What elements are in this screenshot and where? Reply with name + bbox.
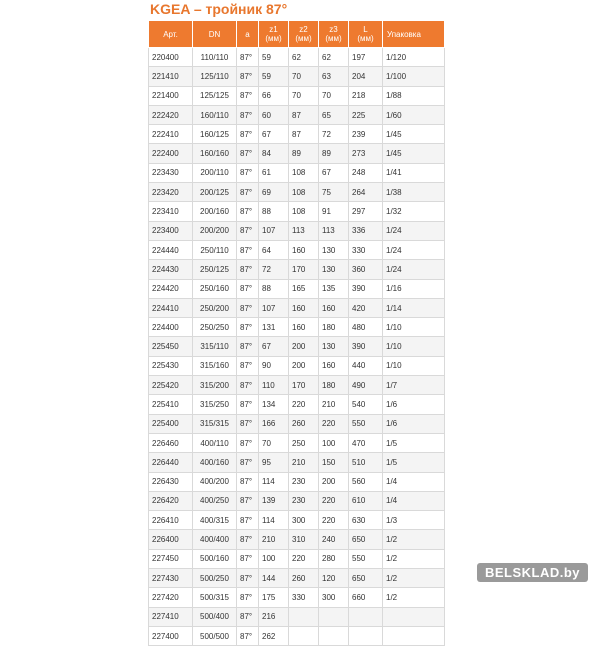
cell-pack: 1/88 — [383, 86, 445, 105]
cell-pack: 1/120 — [383, 48, 445, 67]
cell-dn: 160/160 — [193, 144, 237, 163]
cell-pack: 1/24 — [383, 240, 445, 259]
table-row — [149, 202, 445, 221]
cell-l: 239 — [349, 125, 383, 144]
cell-l: 490 — [349, 376, 383, 395]
cell-z2 — [289, 607, 319, 626]
cell-l: 420 — [349, 298, 383, 317]
cell-angle: 87° — [237, 356, 259, 375]
table-row — [149, 530, 445, 549]
cell-angle: 87° — [237, 202, 259, 221]
cell-l: 336 — [349, 221, 383, 240]
cell-dn: 110/110 — [193, 48, 237, 67]
cell-pack: 1/32 — [383, 202, 445, 221]
cell-art: 227430 — [149, 569, 193, 588]
watermark-logo: BELSKLAD.by — [477, 563, 588, 582]
cell-art: 225450 — [149, 337, 193, 356]
cell-l: 630 — [349, 511, 383, 530]
header-l: L (мм) — [349, 21, 383, 48]
table-row — [149, 453, 445, 472]
cell-pack: 1/2 — [383, 588, 445, 607]
cell-art: 226400 — [149, 530, 193, 549]
table-row — [149, 395, 445, 414]
cell-z1: 107 — [259, 221, 289, 240]
page-title: KGEA – тройник 87° — [150, 1, 288, 17]
cell-angle: 87° — [237, 511, 259, 530]
cell-dn: 250/125 — [193, 260, 237, 279]
cell-angle: 87° — [237, 376, 259, 395]
header-z2: z2 (мм) — [289, 21, 319, 48]
cell-z3: 180 — [319, 318, 349, 337]
cell-dn: 160/110 — [193, 105, 237, 124]
cell-dn: 400/200 — [193, 472, 237, 491]
cell-z1: 107 — [259, 298, 289, 317]
cell-z1: 61 — [259, 163, 289, 182]
cell-dn: 500/500 — [193, 626, 237, 645]
cell-dn: 200/200 — [193, 221, 237, 240]
table-row — [149, 221, 445, 240]
table-row — [149, 298, 445, 317]
cell-z3: 220 — [319, 511, 349, 530]
cell-angle: 87° — [237, 125, 259, 144]
cell-z1: 67 — [259, 125, 289, 144]
header-z1: z1 (мм) — [259, 21, 289, 48]
cell-pack: 1/14 — [383, 298, 445, 317]
cell-z3: 130 — [319, 260, 349, 279]
cell-dn: 500/250 — [193, 569, 237, 588]
cell-angle: 87° — [237, 433, 259, 452]
cell-dn: 400/250 — [193, 491, 237, 510]
cell-pack: 1/24 — [383, 260, 445, 279]
table-row — [149, 318, 445, 337]
cell-art: 226460 — [149, 433, 193, 452]
cell-z1: 131 — [259, 318, 289, 337]
cell-z2: 330 — [289, 588, 319, 607]
cell-angle: 87° — [237, 414, 259, 433]
cell-z2: 87 — [289, 105, 319, 124]
cell-z2: 200 — [289, 337, 319, 356]
cell-dn: 315/200 — [193, 376, 237, 395]
cell-z3: 150 — [319, 453, 349, 472]
cell-pack: 1/3 — [383, 511, 445, 530]
cell-art: 223430 — [149, 163, 193, 182]
cell-z1: 144 — [259, 569, 289, 588]
cell-l: 360 — [349, 260, 383, 279]
cell-art: 221410 — [149, 67, 193, 86]
cell-art: 224400 — [149, 318, 193, 337]
cell-art: 227450 — [149, 549, 193, 568]
cell-angle: 87° — [237, 337, 259, 356]
cell-z2: 70 — [289, 67, 319, 86]
cell-l: 610 — [349, 491, 383, 510]
cell-z2: 160 — [289, 298, 319, 317]
table-row — [149, 607, 445, 626]
cell-z3: 75 — [319, 183, 349, 202]
cell-z3: 65 — [319, 105, 349, 124]
cell-l: 390 — [349, 337, 383, 356]
cell-dn: 315/160 — [193, 356, 237, 375]
cell-z3: 113 — [319, 221, 349, 240]
table-row — [149, 491, 445, 510]
cell-pack: 1/60 — [383, 105, 445, 124]
cell-z1: 59 — [259, 67, 289, 86]
cell-pack: 1/2 — [383, 569, 445, 588]
cell-pack — [383, 626, 445, 645]
cell-dn: 400/400 — [193, 530, 237, 549]
cell-angle: 87° — [237, 67, 259, 86]
cell-l: 470 — [349, 433, 383, 452]
cell-pack: 1/6 — [383, 414, 445, 433]
cell-dn: 125/125 — [193, 86, 237, 105]
header-dn: DN — [193, 21, 237, 48]
cell-z2: 108 — [289, 202, 319, 221]
cell-l: 390 — [349, 279, 383, 298]
table-row — [149, 163, 445, 182]
cell-pack: 1/10 — [383, 318, 445, 337]
cell-angle: 87° — [237, 491, 259, 510]
cell-z1: 72 — [259, 260, 289, 279]
cell-l: 510 — [349, 453, 383, 472]
cell-z1: 67 — [259, 337, 289, 356]
cell-z1: 88 — [259, 202, 289, 221]
cell-pack: 1/10 — [383, 337, 445, 356]
cell-z3: 89 — [319, 144, 349, 163]
cell-dn: 500/160 — [193, 549, 237, 568]
cell-pack: 1/38 — [383, 183, 445, 202]
cell-dn: 315/250 — [193, 395, 237, 414]
cell-z3: 67 — [319, 163, 349, 182]
cell-z2: 210 — [289, 453, 319, 472]
cell-l: 204 — [349, 67, 383, 86]
cell-z2: 220 — [289, 395, 319, 414]
cell-l: 297 — [349, 202, 383, 221]
header-z3: z3 (мм) — [319, 21, 349, 48]
cell-z2: 200 — [289, 356, 319, 375]
table-row — [149, 569, 445, 588]
cell-l: 550 — [349, 549, 383, 568]
cell-z3: 160 — [319, 356, 349, 375]
cell-z2: 165 — [289, 279, 319, 298]
cell-z2: 230 — [289, 491, 319, 510]
cell-pack: 1/7 — [383, 376, 445, 395]
cell-z2: 160 — [289, 318, 319, 337]
cell-art: 226430 — [149, 472, 193, 491]
cell-art: 221400 — [149, 86, 193, 105]
cell-l: 264 — [349, 183, 383, 202]
table-row — [149, 260, 445, 279]
cell-z2: 108 — [289, 183, 319, 202]
cell-angle: 87° — [237, 221, 259, 240]
table-row — [149, 588, 445, 607]
cell-z3: 160 — [319, 298, 349, 317]
cell-z2: 70 — [289, 86, 319, 105]
table-row — [149, 240, 445, 259]
cell-z1: 134 — [259, 395, 289, 414]
table-row — [149, 433, 445, 452]
cell-art: 224410 — [149, 298, 193, 317]
cell-art: 222400 — [149, 144, 193, 163]
cell-angle: 87° — [237, 588, 259, 607]
cell-art: 226410 — [149, 511, 193, 530]
cell-art: 227410 — [149, 607, 193, 626]
cell-art: 225410 — [149, 395, 193, 414]
cell-dn: 400/160 — [193, 453, 237, 472]
cell-z2: 160 — [289, 240, 319, 259]
cell-l: 330 — [349, 240, 383, 259]
cell-art: 223400 — [149, 221, 193, 240]
cell-z1: 100 — [259, 549, 289, 568]
cell-z3: 72 — [319, 125, 349, 144]
cell-art: 223420 — [149, 183, 193, 202]
cell-dn: 500/400 — [193, 607, 237, 626]
cell-dn: 250/200 — [193, 298, 237, 317]
cell-angle: 87° — [237, 318, 259, 337]
cell-z2 — [289, 626, 319, 645]
cell-l: 560 — [349, 472, 383, 491]
cell-z3: 300 — [319, 588, 349, 607]
cell-dn: 400/110 — [193, 433, 237, 452]
cell-dn: 400/315 — [193, 511, 237, 530]
cell-pack: 1/45 — [383, 125, 445, 144]
cell-z2: 108 — [289, 163, 319, 182]
cell-art: 226420 — [149, 491, 193, 510]
cell-dn: 160/125 — [193, 125, 237, 144]
cell-angle: 87° — [237, 626, 259, 645]
cell-dn: 200/160 — [193, 202, 237, 221]
cell-angle: 87° — [237, 530, 259, 549]
table-row — [149, 279, 445, 298]
cell-dn: 500/315 — [193, 588, 237, 607]
cell-z1: 90 — [259, 356, 289, 375]
cell-angle: 87° — [237, 163, 259, 182]
cell-pack — [383, 607, 445, 626]
cell-art: 227420 — [149, 588, 193, 607]
cell-pack: 1/2 — [383, 549, 445, 568]
cell-dn: 315/315 — [193, 414, 237, 433]
cell-art: 225420 — [149, 376, 193, 395]
cell-z3: 63 — [319, 67, 349, 86]
cell-z1: 175 — [259, 588, 289, 607]
table-row — [149, 414, 445, 433]
cell-z2: 113 — [289, 221, 319, 240]
cell-z3: 220 — [319, 491, 349, 510]
cell-z1: 70 — [259, 433, 289, 452]
cell-angle: 87° — [237, 472, 259, 491]
cell-pack: 1/4 — [383, 491, 445, 510]
cell-z3: 120 — [319, 569, 349, 588]
cell-z1: 110 — [259, 376, 289, 395]
cell-z3: 130 — [319, 337, 349, 356]
cell-art: 224440 — [149, 240, 193, 259]
cell-dn: 315/110 — [193, 337, 237, 356]
cell-z1: 262 — [259, 626, 289, 645]
cell-z3: 130 — [319, 240, 349, 259]
cell-z1: 66 — [259, 86, 289, 105]
cell-pack: 1/5 — [383, 453, 445, 472]
table-row — [149, 356, 445, 375]
cell-z2: 250 — [289, 433, 319, 452]
cell-angle: 87° — [237, 86, 259, 105]
cell-angle: 87° — [237, 279, 259, 298]
cell-pack: 1/41 — [383, 163, 445, 182]
cell-l: 248 — [349, 163, 383, 182]
cell-z2: 62 — [289, 48, 319, 67]
cell-angle: 87° — [237, 240, 259, 259]
cell-z2: 170 — [289, 260, 319, 279]
table-row — [149, 376, 445, 395]
cell-art: 222410 — [149, 125, 193, 144]
table-body — [149, 48, 445, 646]
spec-table — [148, 20, 445, 646]
cell-dn: 250/110 — [193, 240, 237, 259]
cell-z3: 200 — [319, 472, 349, 491]
cell-art: 226440 — [149, 453, 193, 472]
cell-l: 650 — [349, 530, 383, 549]
cell-z2: 300 — [289, 511, 319, 530]
cell-z1: 114 — [259, 472, 289, 491]
cell-z1: 139 — [259, 491, 289, 510]
cell-art: 224430 — [149, 260, 193, 279]
table-header-row — [149, 21, 445, 48]
cell-pack: 1/2 — [383, 530, 445, 549]
cell-l: 218 — [349, 86, 383, 105]
cell-dn: 200/125 — [193, 183, 237, 202]
cell-art: 224420 — [149, 279, 193, 298]
cell-z1: 59 — [259, 48, 289, 67]
cell-pack: 1/24 — [383, 221, 445, 240]
cell-l: 660 — [349, 588, 383, 607]
table-row — [149, 144, 445, 163]
cell-dn: 250/250 — [193, 318, 237, 337]
cell-angle: 87° — [237, 48, 259, 67]
cell-pack: 1/5 — [383, 433, 445, 452]
cell-z1: 69 — [259, 183, 289, 202]
cell-pack: 1/16 — [383, 279, 445, 298]
cell-dn: 200/110 — [193, 163, 237, 182]
cell-z1: 210 — [259, 530, 289, 549]
cell-art: 222420 — [149, 105, 193, 124]
table-row — [149, 105, 445, 124]
cell-z2: 87 — [289, 125, 319, 144]
cell-z3: 220 — [319, 414, 349, 433]
cell-z2: 310 — [289, 530, 319, 549]
table-row — [149, 626, 445, 645]
cell-angle: 87° — [237, 260, 259, 279]
cell-z2: 230 — [289, 472, 319, 491]
cell-z3: 100 — [319, 433, 349, 452]
cell-l — [349, 607, 383, 626]
cell-angle: 87° — [237, 105, 259, 124]
header-art: Арт. — [149, 21, 193, 48]
cell-z3 — [319, 607, 349, 626]
cell-z3: 62 — [319, 48, 349, 67]
cell-z3: 240 — [319, 530, 349, 549]
cell-z1: 88 — [259, 279, 289, 298]
cell-l: 480 — [349, 318, 383, 337]
cell-z1: 95 — [259, 453, 289, 472]
cell-pack: 1/6 — [383, 395, 445, 414]
cell-l: 197 — [349, 48, 383, 67]
cell-angle: 87° — [237, 183, 259, 202]
cell-angle: 87° — [237, 569, 259, 588]
cell-z3: 91 — [319, 202, 349, 221]
cell-angle: 87° — [237, 144, 259, 163]
table-row — [149, 183, 445, 202]
cell-z3: 180 — [319, 376, 349, 395]
cell-z1: 84 — [259, 144, 289, 163]
table-row — [149, 67, 445, 86]
cell-z1: 64 — [259, 240, 289, 259]
table-row — [149, 337, 445, 356]
cell-art: 227400 — [149, 626, 193, 645]
cell-dn: 125/110 — [193, 67, 237, 86]
table-row — [149, 472, 445, 491]
table-row — [149, 86, 445, 105]
cell-z1: 60 — [259, 105, 289, 124]
table-row — [149, 511, 445, 530]
cell-z3: 280 — [319, 549, 349, 568]
cell-z3: 210 — [319, 395, 349, 414]
cell-pack: 1/45 — [383, 144, 445, 163]
cell-l: 540 — [349, 395, 383, 414]
cell-l: 440 — [349, 356, 383, 375]
cell-angle: 87° — [237, 607, 259, 626]
cell-l: 550 — [349, 414, 383, 433]
cell-z1: 114 — [259, 511, 289, 530]
cell-pack: 1/4 — [383, 472, 445, 491]
cell-angle: 87° — [237, 549, 259, 568]
cell-art: 220400 — [149, 48, 193, 67]
cell-z2: 89 — [289, 144, 319, 163]
cell-z2: 260 — [289, 414, 319, 433]
header-angle: a — [237, 21, 259, 48]
cell-z2: 220 — [289, 549, 319, 568]
cell-angle: 87° — [237, 453, 259, 472]
cell-art: 223410 — [149, 202, 193, 221]
cell-z3 — [319, 626, 349, 645]
cell-z2: 170 — [289, 376, 319, 395]
cell-z2: 260 — [289, 569, 319, 588]
cell-l: 273 — [349, 144, 383, 163]
table-row — [149, 48, 445, 67]
cell-z1: 216 — [259, 607, 289, 626]
cell-z3: 70 — [319, 86, 349, 105]
cell-angle: 87° — [237, 298, 259, 317]
cell-angle: 87° — [237, 395, 259, 414]
cell-l: 650 — [349, 569, 383, 588]
table-row — [149, 549, 445, 568]
cell-l — [349, 626, 383, 645]
cell-pack: 1/100 — [383, 67, 445, 86]
table-row — [149, 125, 445, 144]
cell-z1: 166 — [259, 414, 289, 433]
cell-pack: 1/10 — [383, 356, 445, 375]
cell-dn: 250/160 — [193, 279, 237, 298]
header-pack: Упаковка — [383, 21, 445, 48]
cell-art: 225430 — [149, 356, 193, 375]
cell-z3: 135 — [319, 279, 349, 298]
cell-art: 225400 — [149, 414, 193, 433]
cell-l: 225 — [349, 105, 383, 124]
